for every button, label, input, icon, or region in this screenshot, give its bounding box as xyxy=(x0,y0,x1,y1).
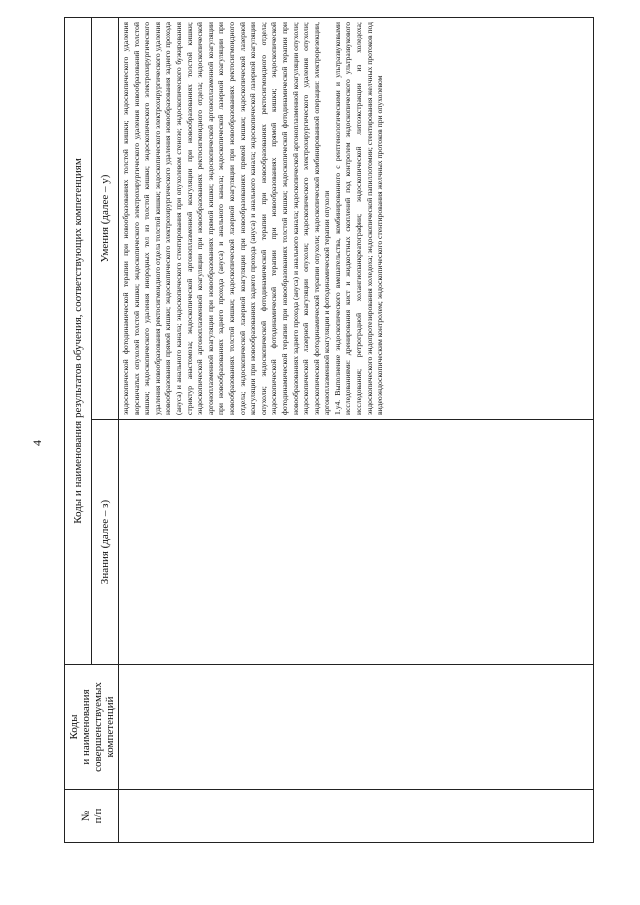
header-number: № п/п xyxy=(65,790,119,843)
header-skills: Умения (далее – у) xyxy=(92,18,119,420)
page-number: 4 xyxy=(30,440,44,446)
table-row xyxy=(119,18,594,843)
row-number-cell xyxy=(119,790,594,843)
rotated-table-page xyxy=(64,18,594,843)
row-codes-cell xyxy=(119,665,594,790)
skills-text-u4: 1.у4. Выполнение эндоскопического вмешательства, комбинированного с рентгенологическими и ультразвуковыми исследованиями: дренирования кист и жидкостных скоплений под контролем эндоскопического ультразвукового исследования; ретроградной холангиопанкреатографии; эндоскопической литоэкстракции из холедоха; эндоскопического эндопротезирования холедоха; эндоскопической папиллотомии; стентирования желчных протоков под видеоэндоскопическим контролем; эндоскопического стентирования желчных протоков при опухолевом xyxy=(332,22,385,415)
header-knowledge: Знания (далее – з) xyxy=(92,420,119,665)
row-knowledge-cell xyxy=(119,420,594,665)
row-skills-cell xyxy=(119,18,594,420)
header-results: Коды и наименования результатов обучения, соответствующих компетенциям xyxy=(65,18,92,665)
competency-table xyxy=(64,17,594,843)
header-codes: Коды и наименования совершенствуемых компетенций xyxy=(65,665,119,790)
skills-text-continued: эндоскопической фотодинамической терапии при новообразованиях толстой кишки; эндоскопического удаления ворсинчатых опухолей толстой кишки; эндоскопического электрохирургического удаления новообразований толстой кишки; эндоскопического удаления инородных тел из толстой кишки; эндоскопического электрохирургического удаления новообразования ректосигмоидного отдела толстой кишки; эндоскопического электрохирургического удаления новообразования прямой кишки; эндоскопического электрохирургического удаления новообразования заднего прохода (ануса) и анального канала; эндоскопического стентирования при опухолевом стенозе; эндоскопического бужирования стриктур анастомоза; эндоскопической аргоноплазменной коагуляции при новообразованиях толстой кишки; эндоскопической аргоноплазменной коагуляции при новообразованиях ректосигмоидного отдела; эндоскопической аргоноплазменной коагуляции при новообразованиях прямой кишки; эндоскопической аргоноплазменной коагуляции при новообразованиях заднего прохода (ануса) и анального канала; эндоскопической лазерной коагуляции при новообразованиях толстой кишки; эндоскопической лазерной коагуляции при новообразованиях ректосигмоидного отдела; эндоскопической лазерной коагуляции при новообразованиях прямой кишки; эндоскопической лазерной коагуляции при новообразованиях заднего прохода (ануса) и анального канала; эндоскопической лазерной коагуляции опухоли; эндоскопической фотодинамической терапии при новообразованиях ректосигмоидного отдела; эндоскопической фотодинамической терапии при новообразованиях прямой кишки; эндоскопической фотодинамической терапии при новообразованиях толстой кишки; эндоскопической фотодинамической терапии при новообразованиях заднего прохода (ануса) и анального канала; эндоскопической аргоноплазменной коагуляции опухоли; эндоскопической лазерной коагуляции опухоли; эндоскопического электрохирургического удаления опухоли; эндоскопической фотодинамической терапии опухоли; эндоскопической комбинированной операции: электрорезекции, аргоноплазменной коагуляции и фотодинамической терапии опухоли xyxy=(121,22,332,415)
